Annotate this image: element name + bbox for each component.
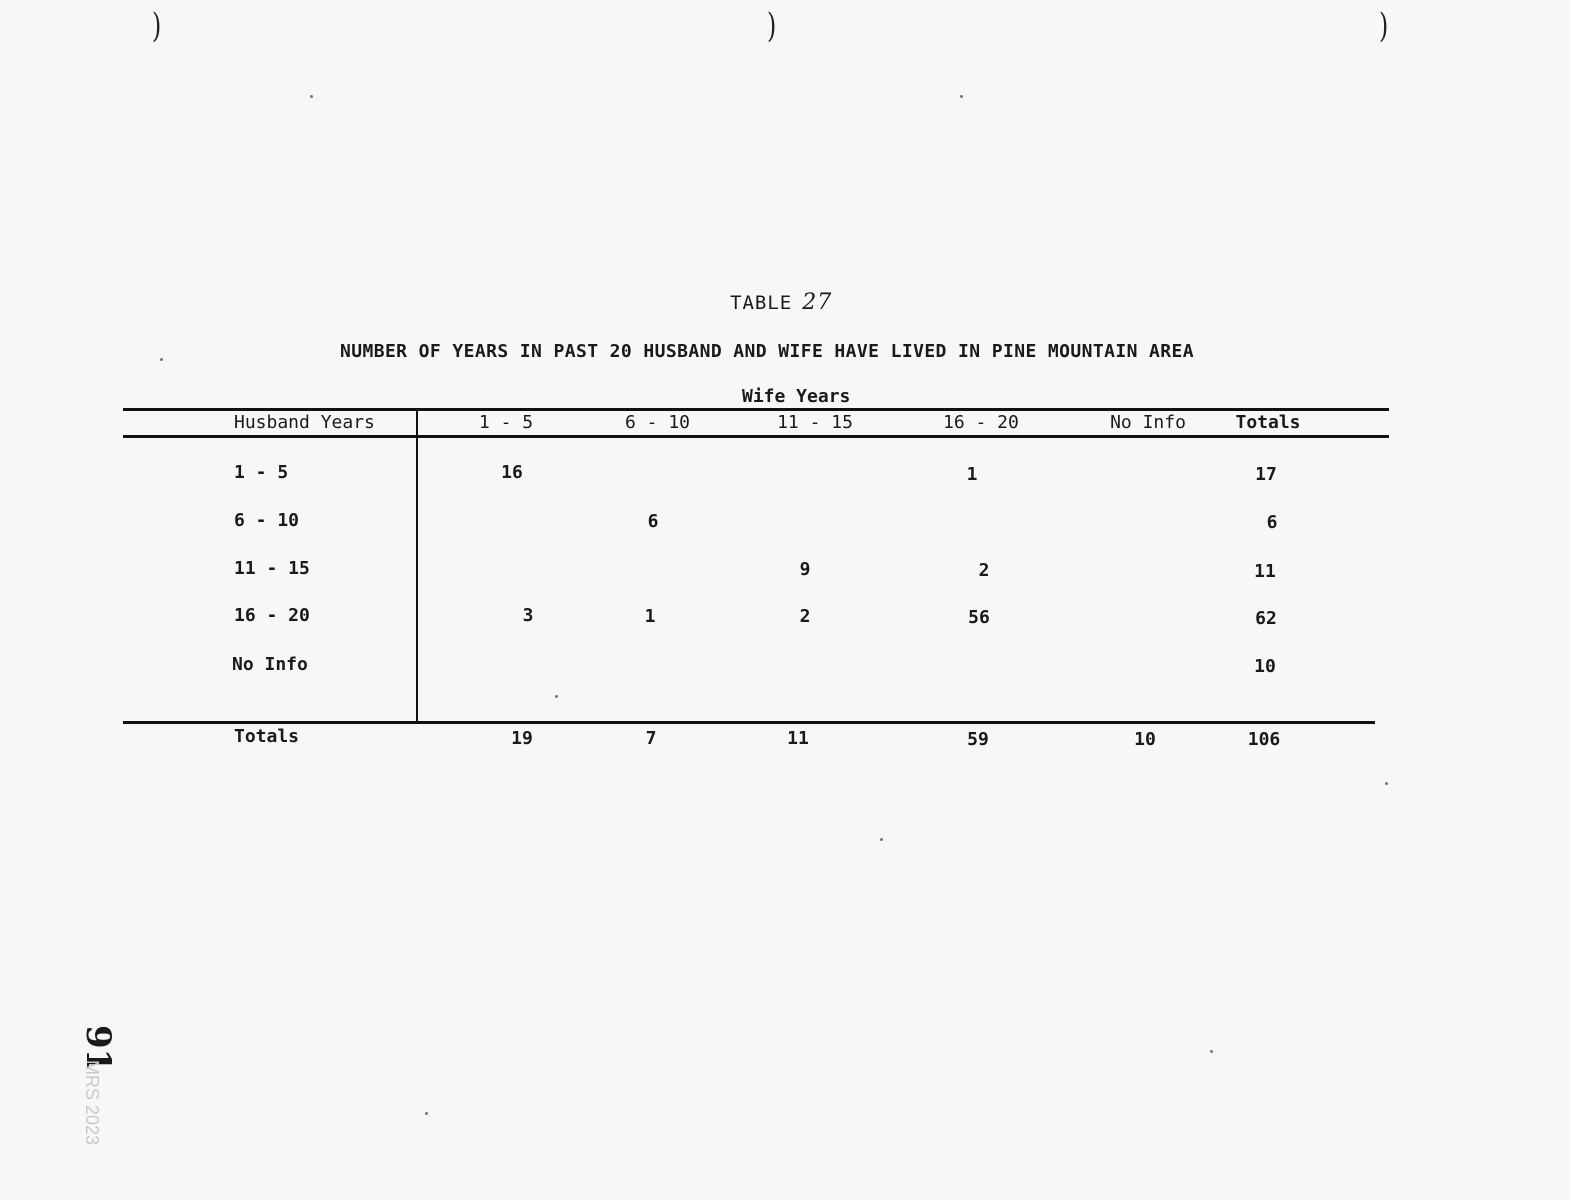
scan-mark-left: ) (151, 6, 162, 46)
row-header-divider (416, 410, 418, 722)
scan-speck (1210, 1050, 1213, 1053)
table-cell: 6 (647, 511, 659, 532)
top-rule (123, 408, 1389, 411)
row-label: 1 - 5 (234, 462, 289, 483)
totals-cell: 7 (645, 728, 657, 749)
table-cell: 1 (644, 606, 656, 627)
totals-cell: 11 (787, 728, 809, 749)
totals-cell: 19 (511, 728, 533, 749)
table-cell: 2 (978, 560, 990, 581)
column-group-label: Wife Years (742, 386, 851, 407)
table-label (730, 290, 832, 315)
table-cell: 16 (501, 462, 523, 483)
totals-cell: 106 (1247, 729, 1281, 750)
page-number: 91 (78, 1025, 118, 1073)
column-header: 6 - 10 (625, 412, 691, 433)
scan-speck (310, 95, 313, 98)
scan-speck (1385, 782, 1388, 785)
table-cell: 1 (966, 464, 978, 485)
column-header: Totals (1235, 412, 1301, 433)
row-label: 11 - 15 (234, 558, 310, 579)
row-label: No Info (232, 654, 308, 675)
column-header: 11 - 15 (777, 412, 853, 433)
scan-speck (160, 358, 163, 361)
table-title: NUMBER OF YEARS IN PAST 20 HUSBAND AND WIFE HAVE LIVED IN PINE MOUNTAIN AREA (340, 341, 1195, 362)
scan-speck (425, 1112, 428, 1115)
column-header: 16 - 20 (943, 412, 1019, 433)
table-label-text: TABLE (730, 292, 793, 314)
totals-rule (123, 721, 1375, 724)
column-header: 1 - 5 (478, 412, 534, 433)
scan-speck (960, 95, 963, 98)
table-cell: 9 (799, 559, 811, 580)
table-cell: 10 (1254, 656, 1276, 677)
table-cell: 11 (1254, 561, 1276, 582)
table-cell: 3 (522, 605, 534, 626)
row-header: Husband Years (234, 412, 375, 433)
totals-cell: 10 (1134, 729, 1156, 750)
table-cell: 56 (968, 607, 990, 628)
table-cell: 62 (1255, 608, 1277, 629)
scan-mark-right: ) (1378, 6, 1389, 46)
table-cell: 2 (799, 606, 811, 627)
scan-speck (880, 838, 883, 841)
header-bottom-rule (123, 435, 1389, 438)
totals-cell: 59 (967, 729, 989, 750)
table-cell: 17 (1255, 464, 1277, 485)
table-number: 27 (802, 290, 833, 315)
totals-label: Totals (234, 726, 300, 747)
row-label: 16 - 20 (234, 605, 310, 626)
table-cell: 6 (1266, 512, 1278, 533)
scan-speck (555, 695, 558, 698)
archive-stamp: MRS 2023 (82, 1060, 102, 1146)
column-header: No Info (1110, 412, 1186, 433)
row-label: 6 - 10 (234, 510, 300, 531)
scan-mark-center: ) (766, 6, 777, 46)
